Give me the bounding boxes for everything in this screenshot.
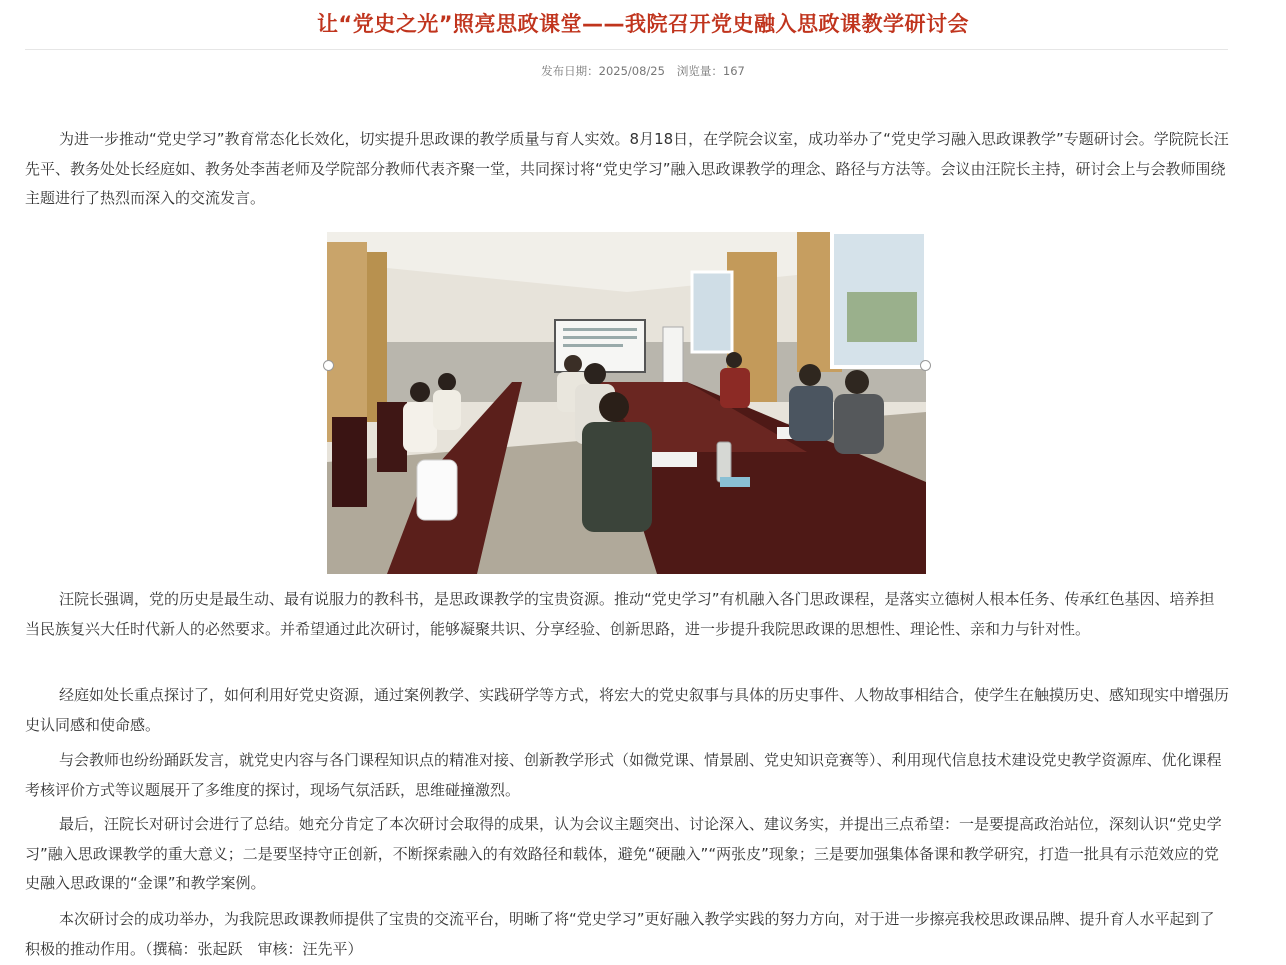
publish-date: 2025/08/25 (598, 64, 665, 78)
paragraph-teachers: 与会教师也纷纷踊跃发言，就党史内容与各门课程知识点的精准对接、创新教学形式（如微党课、情景剧、党史知识竞赛等）、利用现代信息技术建设党史教学资源库、优化课程考核评价方式等议题展开了多维度的探讨，现场气氛活跃，思维碰撞激烈。 (25, 751, 1222, 799)
views-label: 浏览量： (676, 64, 723, 78)
paragraph-intro: 为进一步推动“党史学习”教育常态化长效化，切实提升思政课的教学质量与育人实效。8月18日，在学院会议室，成功举办了“党史学习融入思政课教学”专题研讨会。学院院长汪先平、教务处处长经庭如、教务处李茜老师及学院部分教师代表齐聚一堂，共同探讨将“党史学习”融入思政课教学的理念、路径与方法等。会议由汪院长主持，研讨会上与会教师围绕主题进行了热烈而深入的交流发言。 (25, 130, 1229, 207)
photo-prev-handle[interactable] (323, 360, 334, 371)
paragraph-summary: 最后，汪院长对研讨会进行了总结。她充分肯定了本次研讨会取得的成果，认为会议主题突出、讨论深入、建议务实，并提出三点希望：一是要提高政治站位，深刻认识“党史学习”融入思政课教学的重大意义；二是要坚持守正创新，不断探索融入的有效路径和载体，避免“硬融入”“两张皮”现象；三是要加强集体备课和教学研究，打造一批具有示范效应的党史融入思政课的“金课”和教学案例。 (25, 815, 1222, 892)
photo-next-handle[interactable] (920, 360, 931, 371)
article-title: 让“党史之光”照亮思政课堂——我院召开党史融入思政课教学研讨会 (316, 12, 970, 36)
meeting-photo (327, 232, 926, 574)
views-count: 167 (722, 64, 745, 78)
title-divider (25, 49, 1228, 50)
paragraph-conclusion: 本次研讨会的成功举办，为我院思政课教师提供了宝贵的交流平台，明晰了将“党史学习”更好融入教学实践的努力方向，对于进一步擦亮我校思政课品牌、提升育人水平起到了积极的推动作用。（撰稿：张起跃 审核：汪先平） (25, 910, 1215, 958)
article-meta (0, 63, 1286, 79)
paragraph-director: 经庭如处长重点探讨了，如何利用好党史资源，通过案例教学、实践研学等方式，将宏大的党史叙事与具体的历史事件、人物故事相结合，使学生在触摸历史、感知现实中增强历史认同感和使命感。 (25, 686, 1230, 734)
paragraph-emphasis: 汪院长强调，党的历史是最生动、最有说服力的教科书，是思政课教学的宝贵资源。推动“党史学习”有机融入各门思政课程，是落实立德树人根本任务、传承红色基因、培养担当民族复兴大任时代新人的必然要求。并希望通过此次研讨，能够凝聚共识、分享经验、创新思路，进一步提升我院思政课的思想性、理论性、亲和力与针对性。 (25, 590, 1215, 638)
publish-label: 发布日期： (541, 64, 599, 78)
